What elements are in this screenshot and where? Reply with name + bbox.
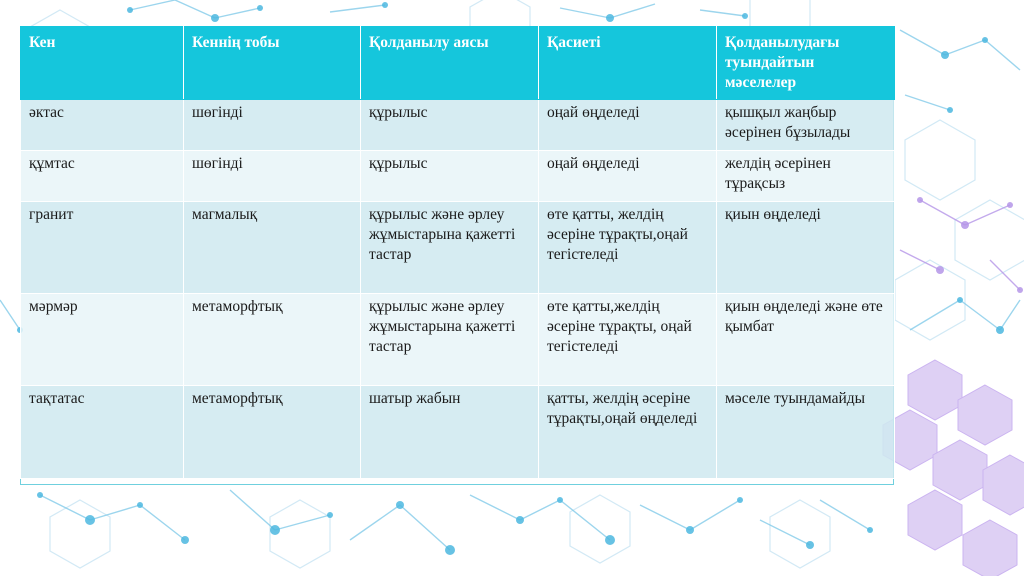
cell-group: шөгінді (184, 151, 361, 202)
table-row (21, 151, 895, 202)
cell-property: оңай өңделеді (539, 151, 717, 202)
header-property: Қасиеті (539, 27, 717, 100)
table-row (21, 202, 895, 294)
cell-group: магмалық (184, 202, 361, 294)
cell-property: өте қатты,желдің әсеріне тұрақты, оңай тегістеледі (539, 294, 717, 386)
cell-problems: қышқыл жаңбыр әсерінен бұзылады (717, 100, 895, 151)
cell-usage: шатыр жабын (361, 386, 539, 479)
cell-mineral: мәрмәр (21, 294, 184, 386)
header-mineral-group: Кеннің тобы (184, 27, 361, 100)
header-mineral: Кен (21, 27, 184, 100)
cell-mineral: әктас (21, 100, 184, 151)
cell-problems: желдің әсерінен тұрақсыз (717, 151, 895, 202)
minerals-table-container (20, 26, 894, 479)
cell-group: шөгінді (184, 100, 361, 151)
cell-problems: қиын өңделеді (717, 202, 895, 294)
cell-usage: құрылыс және әрлеу жұмыстарына қажетті тастар (361, 202, 539, 294)
table-row (21, 294, 895, 386)
cell-property: оңай өңделеді (539, 100, 717, 151)
cell-usage: құрылыс және әрлеу жұмыстарына қажетті тастар (361, 294, 539, 386)
cell-usage: құрылыс (361, 100, 539, 151)
cell-mineral: тақтатас (21, 386, 184, 479)
cell-mineral: құмтас (21, 151, 184, 202)
cell-mineral: гранит (21, 202, 184, 294)
header-usage-area: Қолданылу аясы (361, 27, 539, 100)
table-row (21, 386, 895, 479)
table-row (21, 100, 895, 151)
cell-problems: қиын өңделеді және өте қымбат (717, 294, 895, 386)
cell-property: өте қатты, желдің әсеріне тұрақты,оңай тегістеледі (539, 202, 717, 294)
cell-group: метаморфтық (184, 386, 361, 479)
minerals-table (20, 26, 895, 479)
cell-group: метаморфтық (184, 294, 361, 386)
table-header-row (21, 27, 895, 100)
cell-problems: мәселе туындамайды (717, 386, 895, 479)
header-usage-problems: Қолданылудағы туындайтын мәселелер (717, 27, 895, 100)
cell-property: қатты, желдің әсеріне тұрақты,оңай өңделеді (539, 386, 717, 479)
cell-usage: құрылыс (361, 151, 539, 202)
